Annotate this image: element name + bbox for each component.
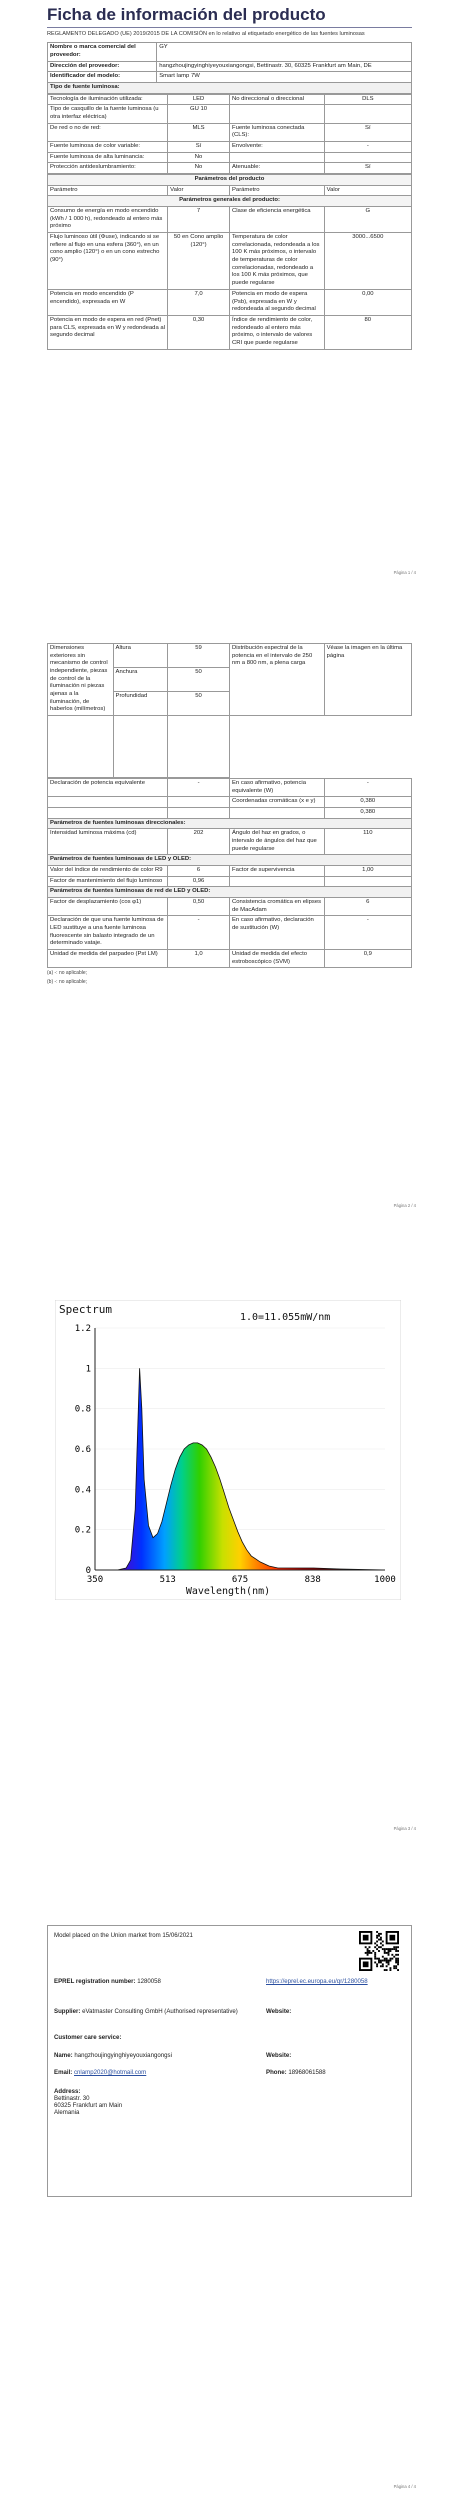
table-cell (168, 808, 230, 819)
chart-annotation: 1.0=11.055mW/nm (240, 1312, 331, 1323)
y-tick-label: 1.2 (74, 1324, 91, 1334)
table-cell: Factor de supervivencia (229, 866, 324, 877)
table-row (48, 716, 412, 778)
x-axis-label: Wavelength(nm) (185, 1586, 271, 1597)
table-row (48, 43, 412, 61)
table-row (48, 105, 412, 123)
table-row (48, 887, 412, 898)
table-cell: Factor de desplazamiento (cos φ1) (48, 898, 168, 916)
section-header: Parámetros del producto (48, 175, 412, 186)
table-cell: Parámetros de fuentes luminosas direccionales: (48, 818, 412, 829)
table-cell: - (324, 779, 411, 797)
x-tick-label: 513 (159, 1575, 176, 1585)
page-number: Página 2 / 4 (393, 1203, 416, 1208)
table-cell: 50 (168, 692, 230, 716)
website2-label (266, 2052, 291, 2059)
table-cell: Anchura (113, 668, 168, 692)
table-cell: Tipo de fuente luminosa: (48, 83, 412, 94)
table-row (48, 916, 412, 950)
page-number: Página 4 / 4 (393, 2484, 416, 2489)
table-row (48, 797, 412, 808)
table-cell (113, 716, 168, 778)
page-3 (0, 1254, 453, 1854)
table-cell: Consumo de energía en modo encendido (kWh / 1 000 h), redondeado al entero más próximo (48, 207, 168, 233)
table-cell: Dirección del proveedor: (48, 61, 157, 72)
table-row (48, 289, 412, 315)
table-cell: Coordenadas cromáticas (x e y) (229, 797, 324, 808)
table-cell: Atenuable: (229, 163, 324, 174)
table-cell (48, 797, 168, 808)
table-cell: 0,380 (324, 808, 411, 819)
chart-title: Spectrum (59, 1303, 112, 1316)
table-cell: En caso afirmativo, potencia equivalente (W) (229, 779, 324, 797)
table-cell: Flujo luminoso útil (Φuse), indicando si se refiere al flujo en una esfera (360°), en un cono amplio (120°) o en un cono estrecho (90°) (48, 233, 168, 290)
address-block (54, 2088, 122, 2116)
supplier-label: Supplier: (54, 2008, 81, 2015)
table-cell: - (168, 916, 230, 950)
table-cell: Intensidad luminosa máxima (cd) (48, 829, 168, 855)
x-tick-label: 675 (231, 1575, 249, 1585)
table-cell (324, 152, 411, 163)
table-row (48, 315, 412, 349)
table-cell: DLS (324, 94, 411, 105)
eprel-reg-value: 1280058 (137, 1978, 161, 1985)
table-cell: Potencia en modo de espera en red (Pnet) para CLS, expresada en W y redondeada al segundo decimal (48, 315, 168, 349)
sheet-1 (47, 4, 412, 350)
eprel-reg (54, 1978, 161, 1985)
col-header: Parámetro (48, 185, 168, 196)
subsection-header: Parámetros generales del producto: (48, 196, 412, 207)
table-cell: 50 (168, 668, 230, 692)
col-header: Valor (324, 185, 411, 196)
phone-value: 18968061588 (288, 2069, 326, 2076)
table-cell: Protección antideslumbramiento: (48, 163, 168, 174)
page-1 (0, 0, 453, 600)
table-cell: 7 (168, 207, 230, 233)
market-date: Model placed on the Union market from 15/06/2021 (54, 1932, 193, 1939)
website2-label-text: Website: (266, 2052, 292, 2059)
table-cell: 1,00 (324, 866, 411, 877)
table-cell: 0,00 (324, 289, 411, 315)
table-cell: 1,0 (168, 950, 230, 968)
table-cell: 0,96 (168, 876, 230, 887)
table-cell: - (324, 916, 411, 950)
table-row (48, 898, 412, 916)
table-row (48, 950, 412, 968)
phone-label: Phone: (266, 2069, 287, 2076)
table-cell: GU 10 (168, 105, 230, 123)
table-cell: Potencia en modo encendido (P encendido), expresada en W (48, 289, 168, 315)
table-cell (48, 808, 168, 819)
table-row (48, 61, 412, 72)
y-tick-label: 0.8 (74, 1404, 91, 1415)
table-cell: Fuente luminosa de alta luminancia: (48, 152, 168, 163)
table-cell: Temperatura de color correlacionada, redondeada a los 100 K más próximos, o intervalo de temperaturas de color correlacionadas, redondeado a los 100 K más próximos, que puede regularse (229, 233, 324, 290)
table-cell (324, 105, 411, 123)
table-cell: Profundidad (113, 692, 168, 716)
footnote: (a) -: no aplicable; (47, 970, 88, 977)
table-cell: Valor del índice de rendimiento de color R9 (48, 866, 168, 877)
table-cell: Tecnología de iluminación utilizada: (48, 94, 168, 105)
table-cell: Smart lamp 7W (157, 72, 412, 83)
eprel-reg-label: EPREL registration number: (54, 1978, 136, 1985)
website-label-text: Website: (266, 2008, 292, 2015)
y-tick-label: 0.4 (74, 1485, 91, 1496)
table-row (48, 233, 412, 290)
col-header: Parámetro (229, 185, 324, 196)
supplier-value: eVatmaster Consulting GmbH (Authorised representative) (82, 2008, 238, 2015)
table-cell (229, 808, 324, 819)
y-tick-label: 1 (85, 1364, 91, 1375)
care-label (54, 2034, 121, 2041)
general-table (47, 174, 412, 349)
table-cell: Unidad de medida del parpadeo (Pst LM) (48, 950, 168, 968)
table-cell: Nombre o marca comercial del proveedor: (48, 43, 157, 61)
table-row (48, 123, 412, 141)
table-cell: 0,30 (168, 315, 230, 349)
table-cell: Véase la imagen en la última página (324, 644, 411, 716)
y-tick-label: 0 (85, 1566, 91, 1576)
table-cell: Declaración de que una fuente luminosa de LED sustituye a una fuente luminosa fluorescente sin balasto integrado de un determinado vataje. (48, 916, 168, 950)
table-cell: LED (168, 94, 230, 105)
table-row (48, 866, 412, 877)
eprel-link[interactable]: https://eprel.ec.europa.eu/qr/1280058 (266, 1978, 368, 1985)
email-link[interactable]: cnlamp2020@hotmail.com (74, 2069, 147, 2076)
table-row (48, 876, 412, 887)
table-cell: 7,0 (168, 289, 230, 315)
table-row (48, 152, 412, 163)
table-cell: 80 (324, 315, 411, 349)
table-row (48, 83, 412, 94)
table-cell: - (168, 779, 230, 797)
table-cell: 3000...6500 (324, 233, 411, 290)
table-cell: 0,50 (168, 898, 230, 916)
table-cell: En caso afirmativo, declaración de sustitución (W) (229, 916, 324, 950)
table-cell: hangzhoujingyinghiyeyouxiangongsi, Bettinastr. 30, 60325 Frankfurt am Main, DE (157, 61, 412, 72)
x-tick-label: 350 (86, 1575, 104, 1585)
table-cell (229, 105, 324, 123)
table-cell: 6 (324, 898, 411, 916)
y-tick-label: 0.6 (74, 1445, 91, 1455)
table-cell: 202 (168, 829, 230, 855)
table-row (48, 207, 412, 233)
eprel-card (47, 1925, 412, 2197)
table-cell: 50 en Cono amplio (120°) (168, 233, 230, 290)
name-line (54, 2052, 172, 2059)
footnote: (b) -: no aplicable; (47, 978, 88, 985)
table-cell: Identificador del modelo: (48, 72, 157, 83)
table-cell: No (168, 152, 230, 163)
table-cell (168, 716, 230, 778)
y-tick-label: 0.2 (74, 1525, 91, 1536)
care-label-text: Customer care service: (54, 2034, 122, 2041)
name-label: Name: (54, 2052, 73, 2059)
dims-table (47, 643, 412, 778)
page-number: Página 3 / 4 (393, 1826, 416, 1831)
table-cell (229, 152, 324, 163)
table-cell: Dimensiones exteriores sin mecanismo de control independiente, piezas de control de la iluminación ni piezas ajenas a la iluminación, de haberlos (milímetros) (48, 644, 114, 716)
qr-code-icon[interactable] (359, 1931, 399, 1971)
page-2 (0, 627, 453, 1227)
table-row (48, 818, 412, 829)
name-value: hangzhoujingyinghiyeyouxiangongsi (74, 2052, 172, 2059)
table-cell: Altura (113, 644, 168, 668)
page-number: Página 1 / 4 (393, 570, 416, 575)
phone-line (266, 2069, 326, 2076)
spectrum-chart (55, 1300, 401, 1600)
table-row (48, 855, 412, 866)
table-cell: Parámetros de fuentes luminosas de LED y OLED: (48, 855, 412, 866)
table-cell: Factor de mantenimiento del flujo luminoso (48, 876, 168, 887)
supplier-line (54, 2008, 254, 2015)
table-cell (168, 797, 230, 808)
table-cell: GY (157, 43, 412, 61)
table-cell (48, 716, 114, 778)
table-row (48, 142, 412, 153)
table-cell: Tipo de casquillo de la fuente luminosa (u otra interfaz eléctrica) (48, 105, 168, 123)
page-title: Ficha de información del producto (47, 4, 412, 28)
table-cell: No direccional o direccional (229, 94, 324, 105)
type-table (47, 94, 412, 174)
x-tick-label: 1000 (374, 1575, 396, 1585)
table-row (48, 72, 412, 83)
table-cell: MLS (168, 123, 230, 141)
table-cell: 6 (168, 866, 230, 877)
x-tick-label: 838 (304, 1575, 321, 1585)
table-cell: Unidad de medida del efecto estroboscópico (SVM) (229, 950, 324, 968)
table-cell (229, 876, 324, 887)
email-label: Email: (54, 2069, 73, 2076)
table-cell: Índice de rendimiento de color, redondeado al entero más próximo, o intervalo de valores CRI que puede regularse (229, 315, 324, 349)
page-4 (0, 1881, 453, 2510)
regulation-subtitle: REGLAMENTO DELEGADO (UE) 2019/2015 DE LA COMISIÓN en lo relativo al etiquetado energético de las fuentes luminosas (47, 31, 365, 38)
table-row (48, 779, 412, 797)
table-row (48, 94, 412, 105)
address-label: Address: (54, 2088, 81, 2095)
table-cell: 0,380 (324, 797, 411, 808)
table-cell: G (324, 207, 411, 233)
table-cell: De red o no de red: (48, 123, 168, 141)
table-cell: Sí (324, 163, 411, 174)
table-cell: 59 (168, 644, 230, 668)
table-cell: 110 (324, 829, 411, 855)
table-cell: Envolvente: (229, 142, 324, 153)
address-line: Alemania (54, 2109, 80, 2116)
table-row (48, 808, 412, 819)
params-table (47, 778, 412, 968)
email-line (54, 2069, 146, 2076)
table-cell: Fuente luminosa conectada (CLS): (229, 123, 324, 141)
table-cell: Declaración de potencia equivalente (48, 779, 168, 797)
table-cell: Sí (168, 142, 230, 153)
col-header: Valor (168, 185, 230, 196)
sheet-2 (47, 643, 412, 985)
table-cell: Clase de eficiencia energética (229, 207, 324, 233)
table-cell (324, 876, 411, 887)
table-row (48, 644, 412, 668)
address-line: Bettinastr. 30 (54, 2095, 90, 2102)
table-cell: Distribución espectral de la potencia en el intervalo de 250 nm a 800 nm, a plena carga (229, 644, 324, 716)
table-cell: Ángulo del haz en grados, o intervalo de ángulos del haz que puede regularse (229, 829, 324, 855)
table-cell: No (168, 163, 230, 174)
table-cell: - (324, 142, 411, 153)
table-cell: Fuente luminosa de color variable: (48, 142, 168, 153)
table-cell: Sí (324, 123, 411, 141)
table-cell: 0,9 (324, 950, 411, 968)
supplier-table (47, 42, 412, 93)
address-line: 60325 Frankfurt am Main (54, 2102, 123, 2109)
table-row (48, 829, 412, 855)
table-cell: Consistencia cromática en elipses de MacAdam (229, 898, 324, 916)
table-row (48, 163, 412, 174)
website-label (266, 2008, 291, 2015)
table-cell: Parámetros de fuentes luminosas de red de LED y OLED: (48, 887, 412, 898)
table-cell: Potencia en modo de espera (Psb), expresada en W y redondeada al segundo decimal (229, 289, 324, 315)
